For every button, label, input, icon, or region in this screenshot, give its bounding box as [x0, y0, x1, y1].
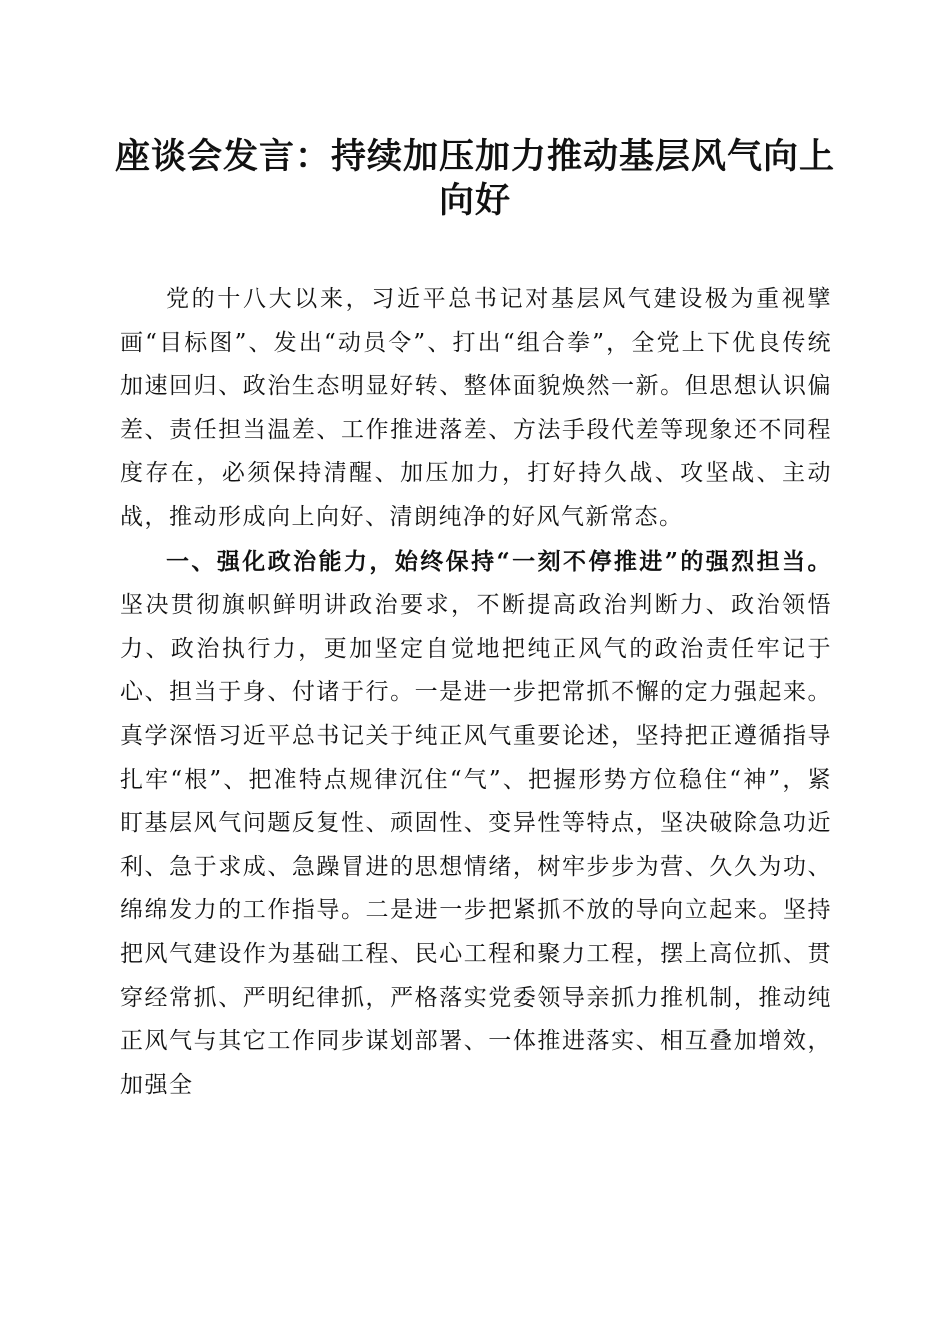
intro-paragraph: 党的十八大以来，习近平总书记对基层风气建设极为重视擘画“目标图”、发出“动员令”、打出“组合拳”，全党上下优良传统加速回归、政治生态明显好转、整体面貌焕然一新。但思想认识偏差、责任担当温差、工作推进落差、方法手段代差等现象还不同程度存在，必须保持清醒、加压加力，打好持久战、攻坚战、主动战，推动形成向上向好、清朗纯净的好风气新常态。: [120, 286, 832, 530]
section-body: 坚决贯彻旗帜鲜明讲政治要求，不断提高政治判断力、政治领悟力、政治执行力，更加坚定自觉地把纯正风气的政治责任牢记于心、担当于身、付诸于行。一是进一步把常抓不懈的定力强起来。真学深悟习近平总书记关于纯正风气重要论述，坚持把正遵循指导扎牢“根”、把准特点规律沉住“气”、把握形势方位稳住“神”，紧盯基层风气问题反复性、顽固性、变异性等特点，坚决破除急功近利、急于求成、急躁冒进的思想情绪，树牢步步为营、久久为功、绵绵发力的工作指导。二是进一步把紧抓不放的导向立起来。坚持把风气建设作为基础工程、民心工程和聚力工程，摆上高位抓、贯穿经常抓、严明纪律抓，严格落实党委领导亲抓力推机制，推动纯正风气与其它工作同步谋划部署、一体推进落实、相互叠加增效，加强全: [120, 592, 832, 1098]
page-title: 座谈会发言：持续加压加力推动基层风气向上向好: [114, 136, 835, 221]
section-paragraph: [120, 540, 832, 1108]
document-body: [120, 278, 832, 1107]
section-heading: 一、强化政治能力，始终保持“一刻不停推进”的强烈担当。: [166, 547, 832, 575]
